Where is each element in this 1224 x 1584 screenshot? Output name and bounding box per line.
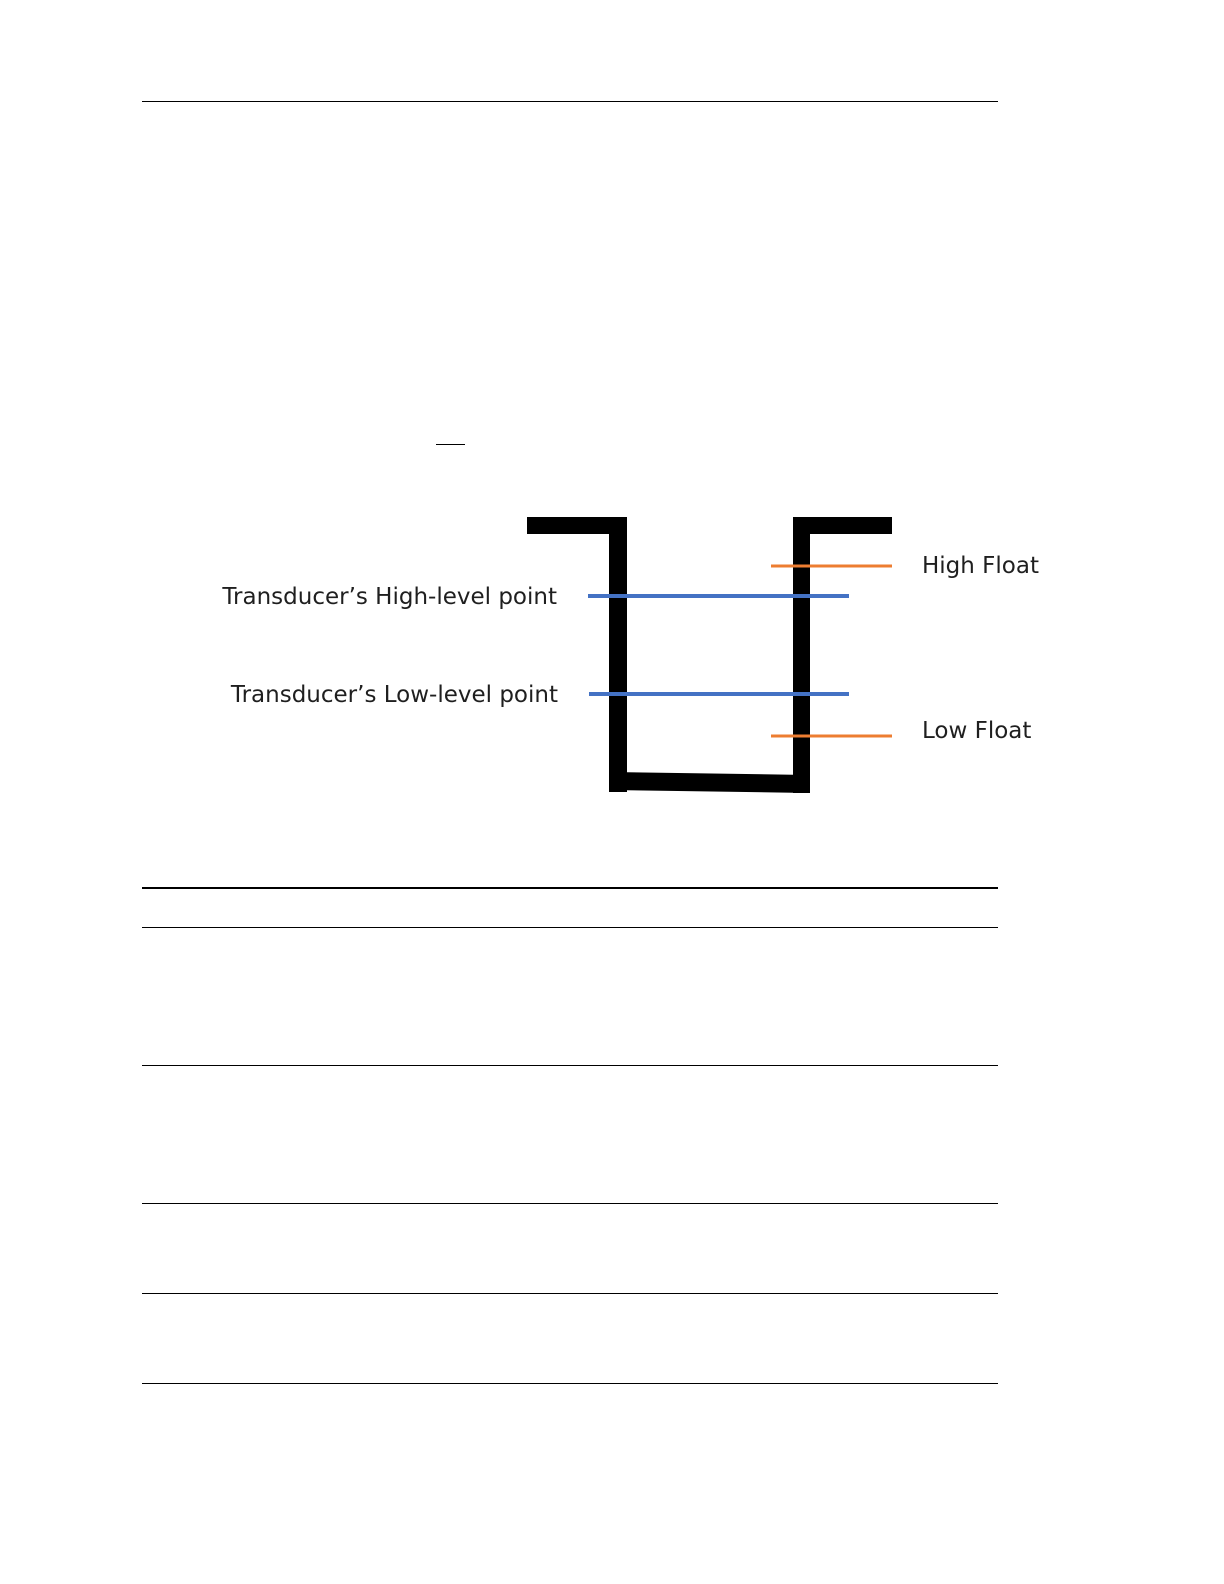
right-rim xyxy=(793,517,892,534)
low-float-label: Low Float xyxy=(922,718,1032,744)
tank-bottom xyxy=(609,772,809,793)
right-wall xyxy=(793,517,810,793)
tank-walls xyxy=(527,517,892,793)
high-float-label: High Float xyxy=(922,553,1039,579)
transducer-low-level-label: Transducer’s Low-level point xyxy=(230,682,558,708)
transducer-high-level-label: Transducer’s High-level point xyxy=(222,584,557,610)
left-wall xyxy=(609,517,627,792)
